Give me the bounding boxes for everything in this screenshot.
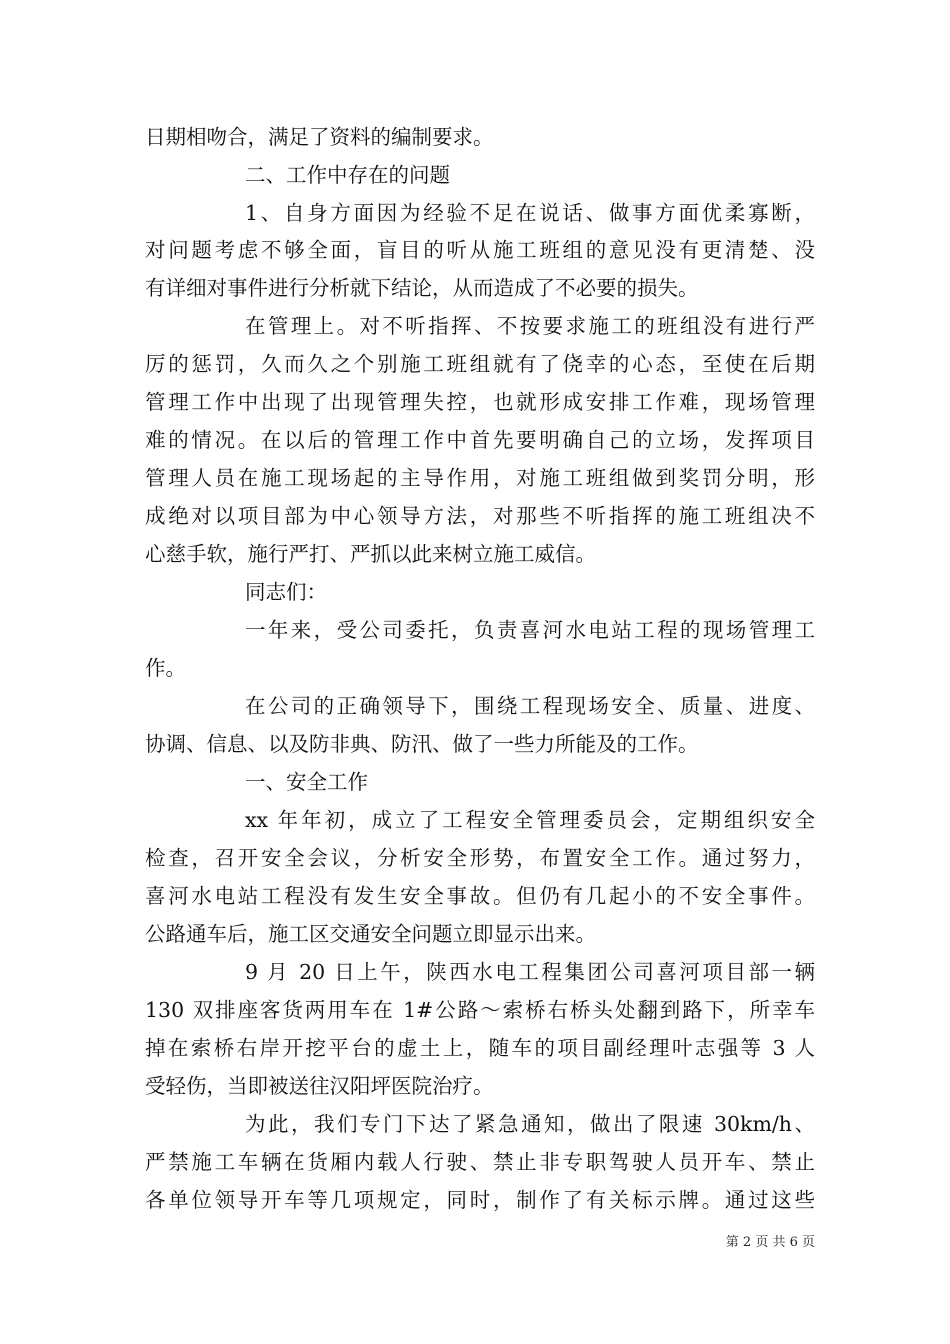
paragraph-line: 在公司的正确领导下，围绕工程现场安全、质量、进度、 [245, 694, 815, 718]
paragraph-line: 检查，召开安全会议，分析安全形势，布置安全工作。通过努力， [145, 846, 815, 870]
salutation: 同志们： [245, 580, 327, 604]
section-heading: 一、安全工作 [245, 770, 368, 794]
paragraph-line: 成绝对以项目部为中心领导方法，对那些不听指挥的施工班组决不 [145, 504, 815, 528]
paragraph-line: 各单位领导开车等几项规定，同时，制作了有关标示牌。通过这些 [145, 1188, 815, 1212]
paragraph-line: 严禁施工车辆在货厢内载人行驶、禁止非专职驾驶人员开车、禁止 [145, 1150, 815, 1174]
paragraph-line: 为此，我们专门下达了紧急通知，做出了限速 30km/h、 [245, 1112, 815, 1136]
paragraph-line: 心慈手软，施行严打、严抓以此来树立施工威信。 [145, 542, 596, 566]
paragraph-line: 作。 [145, 656, 186, 680]
paragraph-line: 1、自身方面因为经验不足在说话、做事方面优柔寡断， [245, 201, 815, 225]
paragraph-line: 公路通车后，施工区交通安全问题立即显示出来。 [145, 922, 596, 946]
paragraph-line: 9 月 20 日上午，陕西水电工程集团公司喜河项目部一辆 [245, 960, 815, 984]
paragraph-line: 管理人员在施工现场起的主导作用，对施工班组做到奖罚分明，形 [145, 466, 815, 490]
paragraph-line: 掉在索桥右岸开挖平台的虚土上，随车的项目副经理叶志强等 3 人 [145, 1036, 815, 1060]
paragraph-line: 厉的惩罚，久而久之个别施工班组就有了侥幸的心态，至使在后期 [145, 352, 815, 376]
section-heading: 二、工作中存在的问题 [245, 163, 450, 187]
paragraph-line: 在管理上。对不听指挥、不按要求施工的班组没有进行严 [245, 314, 815, 338]
paragraph-line: 对问题考虑不够全面，盲目的听从施工班组的意见没有更清楚、没 [145, 238, 815, 262]
paragraph-line: 日期相吻合，满足了资料的编制要求。 [145, 125, 494, 149]
paragraph-line: 管理工作中出现了出现管理失控，也就形成安排工作难，现场管理 [145, 390, 815, 414]
paragraph-line: 130 双排座客货两用车在 1#公路～索桥右桥头处翻到路下，所幸车 [145, 998, 815, 1022]
paragraph-line: xx 年年初，成立了工程安全管理委员会，定期组织安全 [245, 808, 815, 832]
paragraph-line: 一年来，受公司委托，负责喜河水电站工程的现场管理工 [245, 618, 815, 642]
paragraph-line: 有详细对事件进行分析就下结论，从而造成了不必要的损失。 [145, 276, 699, 300]
paragraph-line: 喜河水电站工程没有发生安全事故。但仍有几起小的不安全事件。 [145, 884, 815, 908]
paragraph-line: 难的情况。在以后的管理工作中首先要明确自己的立场，发挥项目 [145, 428, 815, 452]
paragraph-line: 受轻伤，当即被送往汉阳坪医院治疗。 [145, 1074, 494, 1098]
page-number-footer: 第 2 页 共 6 页 [725, 1235, 815, 1250]
paragraph-line: 协调、信息、以及防非典、防汛、做了一些力所能及的工作。 [145, 732, 699, 756]
